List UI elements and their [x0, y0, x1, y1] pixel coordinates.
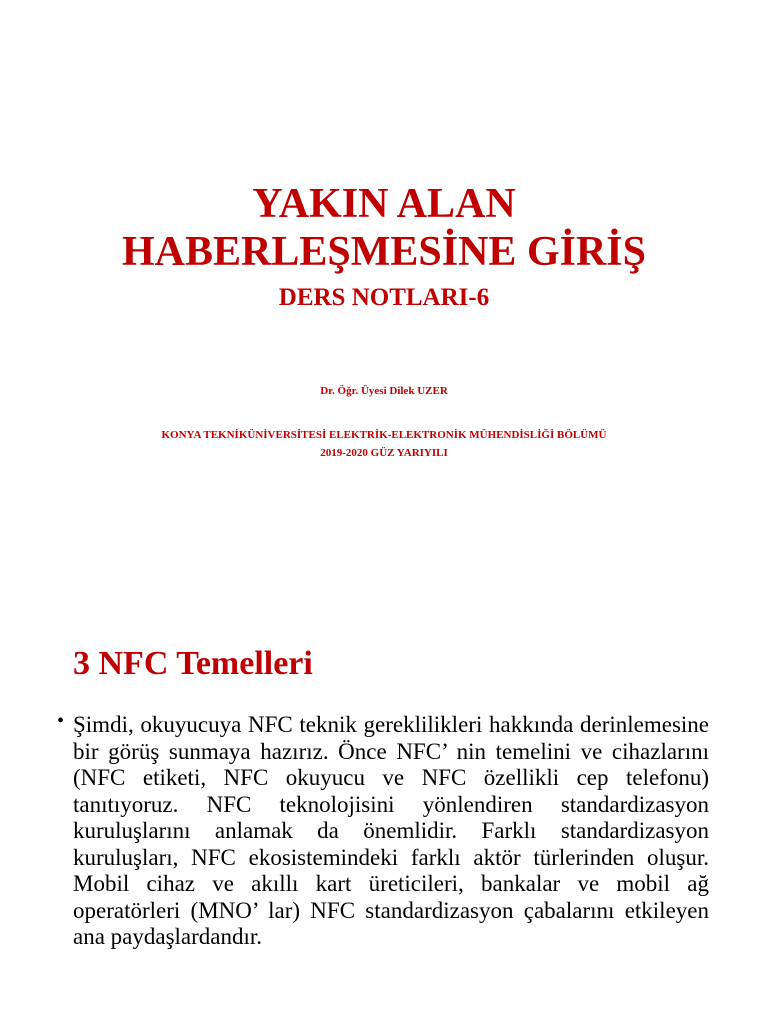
bullet-paragraph: Şimdi, okuyucuya NFC teknik gereklilikleri hakkında derinlemesine bir görüş sunmaya hazırız. Önce NFC’ nin temelini ve cihazlarını (NFC etiketi, NFC okuyucu ve NFC özellikli cep telefonu) tanıtıyoruz. NFC teknolojisini yönlendiren standardizasyon kuruluşlarını anlamak da önemlidir. Farklı standardizasyon kuruluşları, NFC ekosistemindeki farklı aktör türlerinden oluşur. Mobil cihaz ve akıllı kart üreticileri, bankalar ve mobil ağ operatörleri (MNO’ lar) NFC standardizasyon çabalarını etkileyen ana paydaşlardandır. — [73, 712, 709, 949]
slide-title-line-2: HABERLEŞMESİNE GİRİŞ — [122, 229, 646, 275]
bullet-icon: • — [57, 710, 65, 732]
content-slide — [0, 620, 768, 1024]
semester-label: 2019-2020 GÜZ YARIYILI — [320, 447, 448, 459]
slide-title-line-1: YAKIN ALAN — [252, 181, 516, 227]
slide-subtitle: DERS NOTLARI-6 — [278, 284, 490, 311]
author-name: Dr. Öğr. Üyesi Dilek UZER — [320, 385, 448, 397]
section-heading: 3 NFC Temelleri — [73, 645, 313, 682]
slide-title — [0, 180, 768, 276]
institution-name: KONYA TEKNİKÜNİVERSİTESİ ELEKTRİK-ELEKTRONİK MÜHENDİSLİĞİ BÖLÜMÜ — [161, 429, 607, 441]
